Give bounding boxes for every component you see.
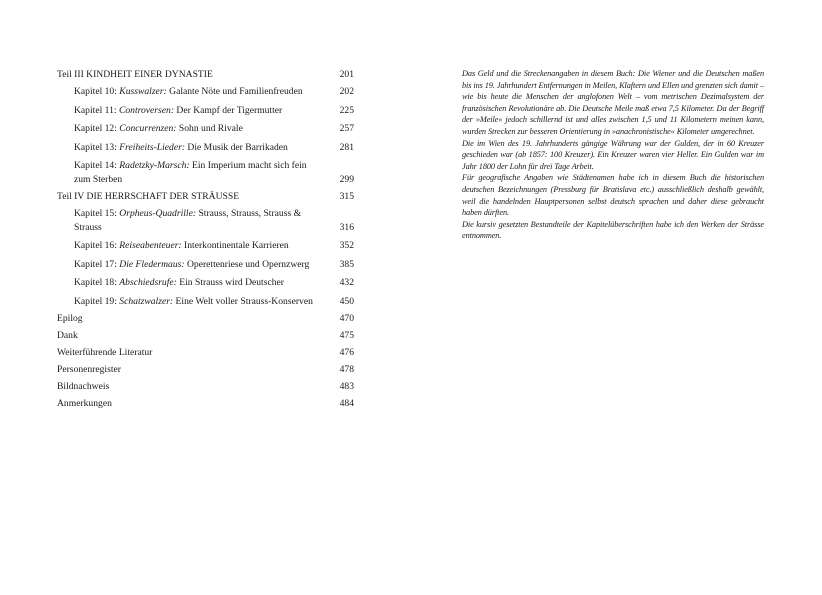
chapter-subtitle: Interkontinentale Karrieren — [181, 240, 289, 252]
toc-title — [74, 239, 354, 253]
toc-page-number: 483 — [339, 380, 354, 392]
chapter-italic-title: Kusswalzer: — [119, 85, 167, 97]
chapter-subtitle: Sohn und Rivale — [176, 123, 243, 135]
toc-chapter-18 — [57, 276, 354, 290]
toc-anmerkungen — [57, 397, 354, 411]
chapter-number: Kapitel 13: — [74, 141, 120, 153]
toc-title — [74, 85, 354, 99]
right-page — [411, 0, 822, 595]
toc-title: Bildnachweis — [57, 380, 110, 392]
toc-title: Teil III KINDHEIT EINER DYNASTIE — [57, 69, 213, 80]
note-paragraph: Das Geld und die Streckenangaben in diesem Buch: Die Wiener und die Deutschen maßen bis ins 19. Jahrhundert Entfernungen in Meilen, Klaftern und Ellen und grenzten sich damit – wie bis heute die Menschen der anglofonen Welt – vom metrischen Dezimalsystem der französischen Revolutionäre ab. Die Deutsche Meile maß etwa 7,5 Kilometer. Da der Begriff der »Meile« jedoch schillernd ist und alles zwischen 1,5 und 11 Kilometern meinen kann, wurden Strecken zur besseren Orientierung in »anachronistische« Kilometer umgerechnet. — [462, 69, 764, 136]
toc-title — [74, 295, 354, 309]
note-paragraph: Die im Wien des 19. Jahrhunderts gängige Währung war der Gulden, der in 60 Kreuzer geschieden war (ab 1857: 100 Kreuzer). Ein Kreuzer waren vier Heller. Ein Gulden war im Jahr 1800 der Lohn für drei Tage Arbeit. — [462, 138, 764, 171]
note-paragraph: Die kursiv gesetzten Bestandteile der Kapitelüberschriften habe ich den Werken der Strässe entnommen. — [462, 219, 764, 241]
toc-page-number: 201 — [339, 69, 354, 80]
toc-bildnachweis — [57, 380, 354, 394]
chapter-number: Kapitel 17: — [74, 258, 120, 270]
chapter-subtitle: Operettenriese und Opernzwerg — [184, 258, 310, 270]
chapter-subtitle: Strauss, Strauss, Strauss & Strauss — [74, 207, 302, 233]
toc-page-number: 476 — [339, 346, 354, 358]
toc-title: Personenregister — [57, 363, 121, 375]
toc-page-number: 315 — [339, 190, 354, 202]
chapter-italic-title: Freiheits-Lieder: — [119, 141, 186, 153]
toc-page-number: 478 — [339, 363, 354, 375]
editorial-note — [462, 68, 764, 242]
chapter-number: Kapitel 19: — [74, 295, 120, 307]
chapter-subtitle: Ein Imperium macht sich fein zum Sterben — [74, 160, 307, 185]
toc-title — [74, 159, 354, 186]
toc-title — [74, 122, 354, 136]
chapter-number: Kapitel 15: — [74, 207, 120, 219]
chapter-italic-title: Reiseabenteuer: — [119, 240, 182, 252]
chapter-subtitle: Der Kampf der Tigermutter — [174, 104, 283, 116]
toc-title: Dank — [57, 329, 78, 341]
toc-chapter-15 — [57, 207, 354, 234]
toc-title — [74, 207, 354, 234]
toc-title: Anmerkungen — [57, 397, 112, 409]
toc-title — [74, 258, 354, 272]
toc-chapter-12 — [57, 122, 354, 136]
toc-literatur — [57, 346, 354, 360]
toc-title — [74, 104, 354, 118]
chapter-number: Kapitel 16: — [74, 240, 120, 252]
chapter-number: Kapitel 14: — [74, 160, 120, 172]
chapter-number: Kapitel 18: — [74, 277, 120, 289]
toc-chapter-10 — [57, 85, 354, 99]
chapter-subtitle: Die Musik der Barrikaden — [185, 141, 288, 153]
toc-chapter-13 — [57, 141, 354, 155]
chapter-number: Kapitel 11: — [74, 104, 119, 116]
chapter-subtitle: Galante Nöte und Familienfreuden — [166, 85, 303, 97]
toc-page-number: 257 — [339, 123, 354, 135]
toc-page-number: 470 — [339, 312, 354, 324]
chapter-italic-title: Concurrenzen: — [119, 123, 177, 135]
toc-page-number: 352 — [339, 240, 354, 252]
toc-chapter-16 — [57, 239, 354, 253]
toc-page-number: 316 — [339, 221, 354, 233]
toc-chapter-19 — [57, 295, 354, 309]
toc-personenregister — [57, 363, 354, 377]
chapter-italic-title: Controversen: — [118, 104, 175, 116]
toc-epilog — [57, 312, 354, 326]
chapter-italic-title: Abschiedsrufe: — [119, 277, 177, 289]
table-of-contents — [57, 68, 354, 410]
toc-title: Weiterführende Literatur — [57, 346, 153, 358]
toc-title: Teil IV DIE HERRSCHAFT DER STRÄUSSE — [57, 190, 240, 202]
chapter-subtitle: Ein Strauss wird Deutscher — [176, 277, 284, 289]
toc-page-number: 450 — [339, 295, 354, 307]
toc-title: Epilog — [57, 312, 83, 324]
toc-page-number: 299 — [339, 173, 354, 185]
toc-page-number: 225 — [339, 104, 354, 116]
chapter-italic-title: Orpheus-Quadrille: — [119, 207, 197, 219]
toc-chapter-11 — [57, 104, 354, 118]
toc-page-number: 475 — [339, 329, 354, 341]
chapter-italic-title: Schatzwalzer: — [119, 295, 174, 307]
toc-dank — [57, 329, 354, 343]
toc-page-number: 484 — [339, 397, 354, 409]
toc-title — [74, 141, 354, 155]
chapter-italic-title: Radetzky-Marsch: — [119, 160, 190, 172]
toc-part-4 — [57, 190, 354, 204]
note-paragraph: Für geografische Angaben wie Städtenamen habe ich in diesem Buch die historischen deutschen Bezeichnungen (Pressburg für Bratislava etc.) ausschließlich deshalb gewählt, weil die handelnden Hauptpersonen selbst deutsch sprachen und daher diese gebraucht haben dürften. — [462, 173, 764, 218]
toc-page-number: 202 — [339, 85, 354, 97]
toc-page-number: 432 — [339, 277, 354, 289]
toc-title — [74, 276, 354, 290]
toc-chapter-17 — [57, 258, 354, 272]
chapter-number: Kapitel 10: — [74, 85, 120, 97]
chapter-subtitle: Eine Welt voller Strauss-Konserven — [173, 295, 313, 307]
chapter-number: Kapitel 12: — [74, 123, 120, 135]
toc-chapter-14 — [57, 159, 354, 186]
toc-page-number: 281 — [339, 141, 354, 153]
toc-page-number: 385 — [339, 258, 354, 270]
chapter-italic-title: Die Fledermaus: — [119, 258, 185, 270]
toc-part-3 — [57, 68, 354, 82]
